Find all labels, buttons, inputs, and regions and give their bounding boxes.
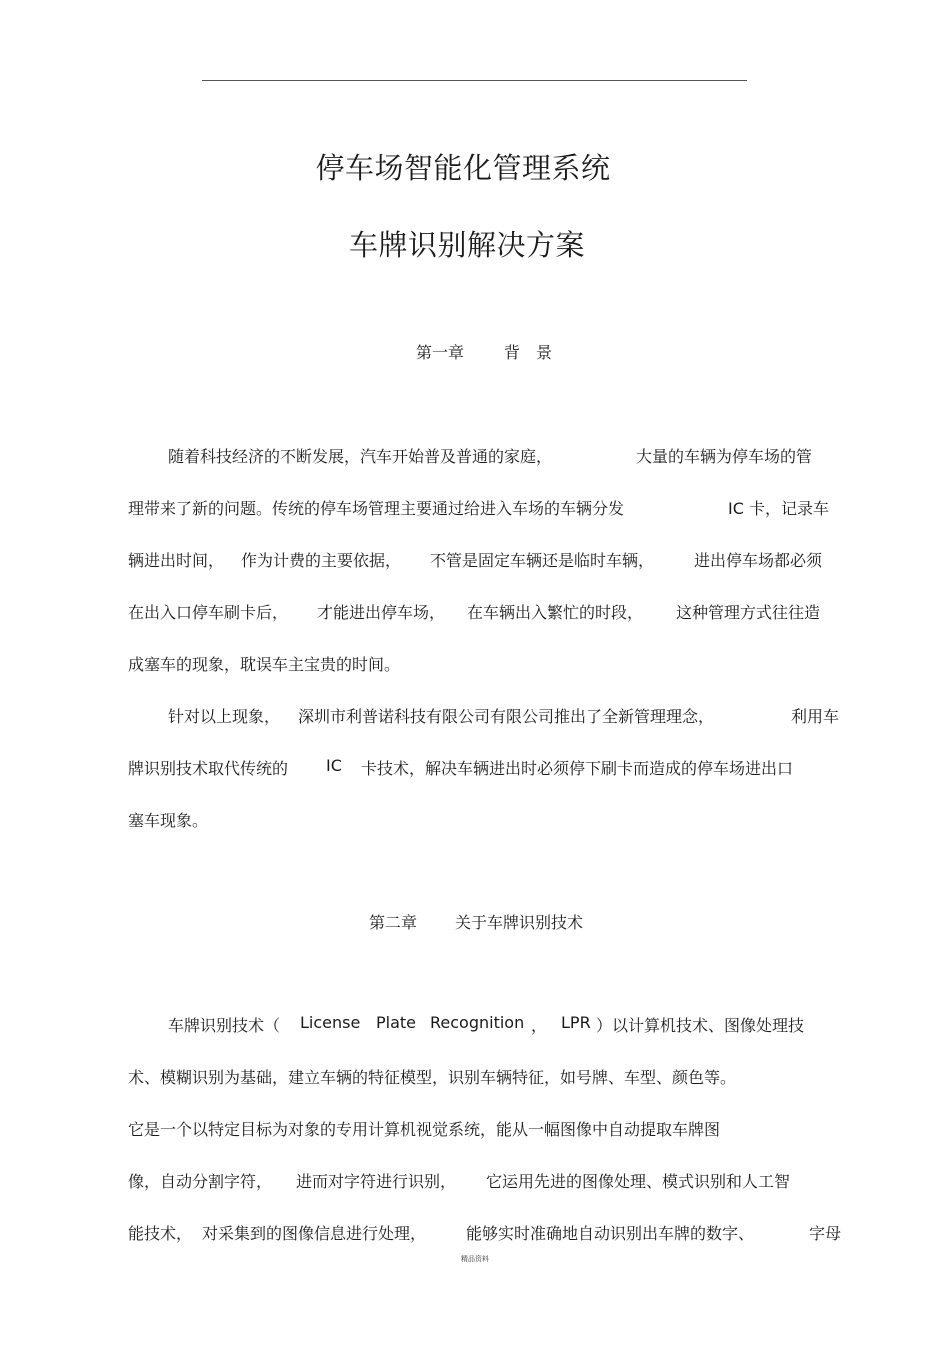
text-run: 牌识别技术取代传统的 [128,759,289,778]
text-run: 在车辆出入繁忙的时段， [467,603,644,622]
text-run: 进而对字符进行识别， [296,1172,457,1191]
text-run: 对采集到的图像信息进行处理， [202,1224,427,1243]
text-run: 像，自动分割字符， [128,1172,273,1191]
text-run: 塞车现象。 [128,811,209,830]
chapter-2-title: 关于车牌识别技术 [455,913,584,932]
text-run: Recognition [430,1013,525,1032]
text-run: 车牌识别技术（ [168,1016,281,1035]
text-run: 能技术， [128,1224,193,1243]
text-run: 辆进出时间， [128,551,225,570]
page-footer: 精品资料 [461,1255,489,1263]
chapter-1-label: 第一章 [416,343,465,362]
document-title: 停车场智能化管理系统 [315,151,611,185]
text-run: IC 卡，记录车 [728,499,829,518]
text-run: 术、模糊识别为基础，建立车辆的特征模型，识别车辆特征，如号牌、车型、颜色等。 [128,1068,737,1087]
text-run: 不管是固定车辆还是临时车辆， [430,551,655,570]
text-run: 进出停车场都必须 [694,551,823,570]
text-run: 在出入口停车刷卡后， [128,603,289,622]
text-run: 能够实时准确地自动识别出车牌的数字、 [466,1224,755,1243]
text-run: 深圳市利普诺科技有限公司有限公司推出了全新管理理念， [298,707,715,726]
text-run: 成塞车的现象，耽误车主宝贵的时间。 [128,655,401,674]
text-run: 字母 [809,1224,842,1243]
text-run: 大量的车辆为停车场的管 [636,447,813,466]
text-run: 才能进出停车场， [317,603,446,622]
text-run: 利用车 [791,707,840,726]
header-rule [202,80,747,81]
chapter-2-label: 第二章 [369,913,418,932]
text-run: ）以计算机技术、图像处理技 [596,1016,805,1035]
text-run: 理带来了新的问题。传统的停车场管理主要通过给进入车场的车辆分发 [128,499,625,518]
text-run: 它是一个以特定目标为对象的专用计算机视觉系统，能从一幅图像中自动提取车牌图 [128,1120,721,1139]
text-run: 卡技术，解决车辆进出时必须停下刷卡而造成的停车场进出口 [361,759,794,778]
text-run: 作为计费的主要依据， [241,551,402,570]
text-run: 这种管理方式往往造 [676,603,821,622]
text-run: License [300,1013,361,1032]
text-run: 随着科技经济的不断发展，汽车开始普及普通的家庭， [168,447,553,466]
document-subtitle: 车牌识别解决方案 [348,228,585,262]
text-run: LPR [561,1013,591,1032]
text-run: 它运用先进的图像处理、模式识别和人工智 [486,1172,791,1191]
text-run: 针对以上现象， [168,707,281,726]
chapter-1-title: 背 景 [504,343,553,362]
text-run: IC [326,756,342,775]
text-run: ， [531,1016,548,1035]
text-run: Plate [376,1013,417,1032]
